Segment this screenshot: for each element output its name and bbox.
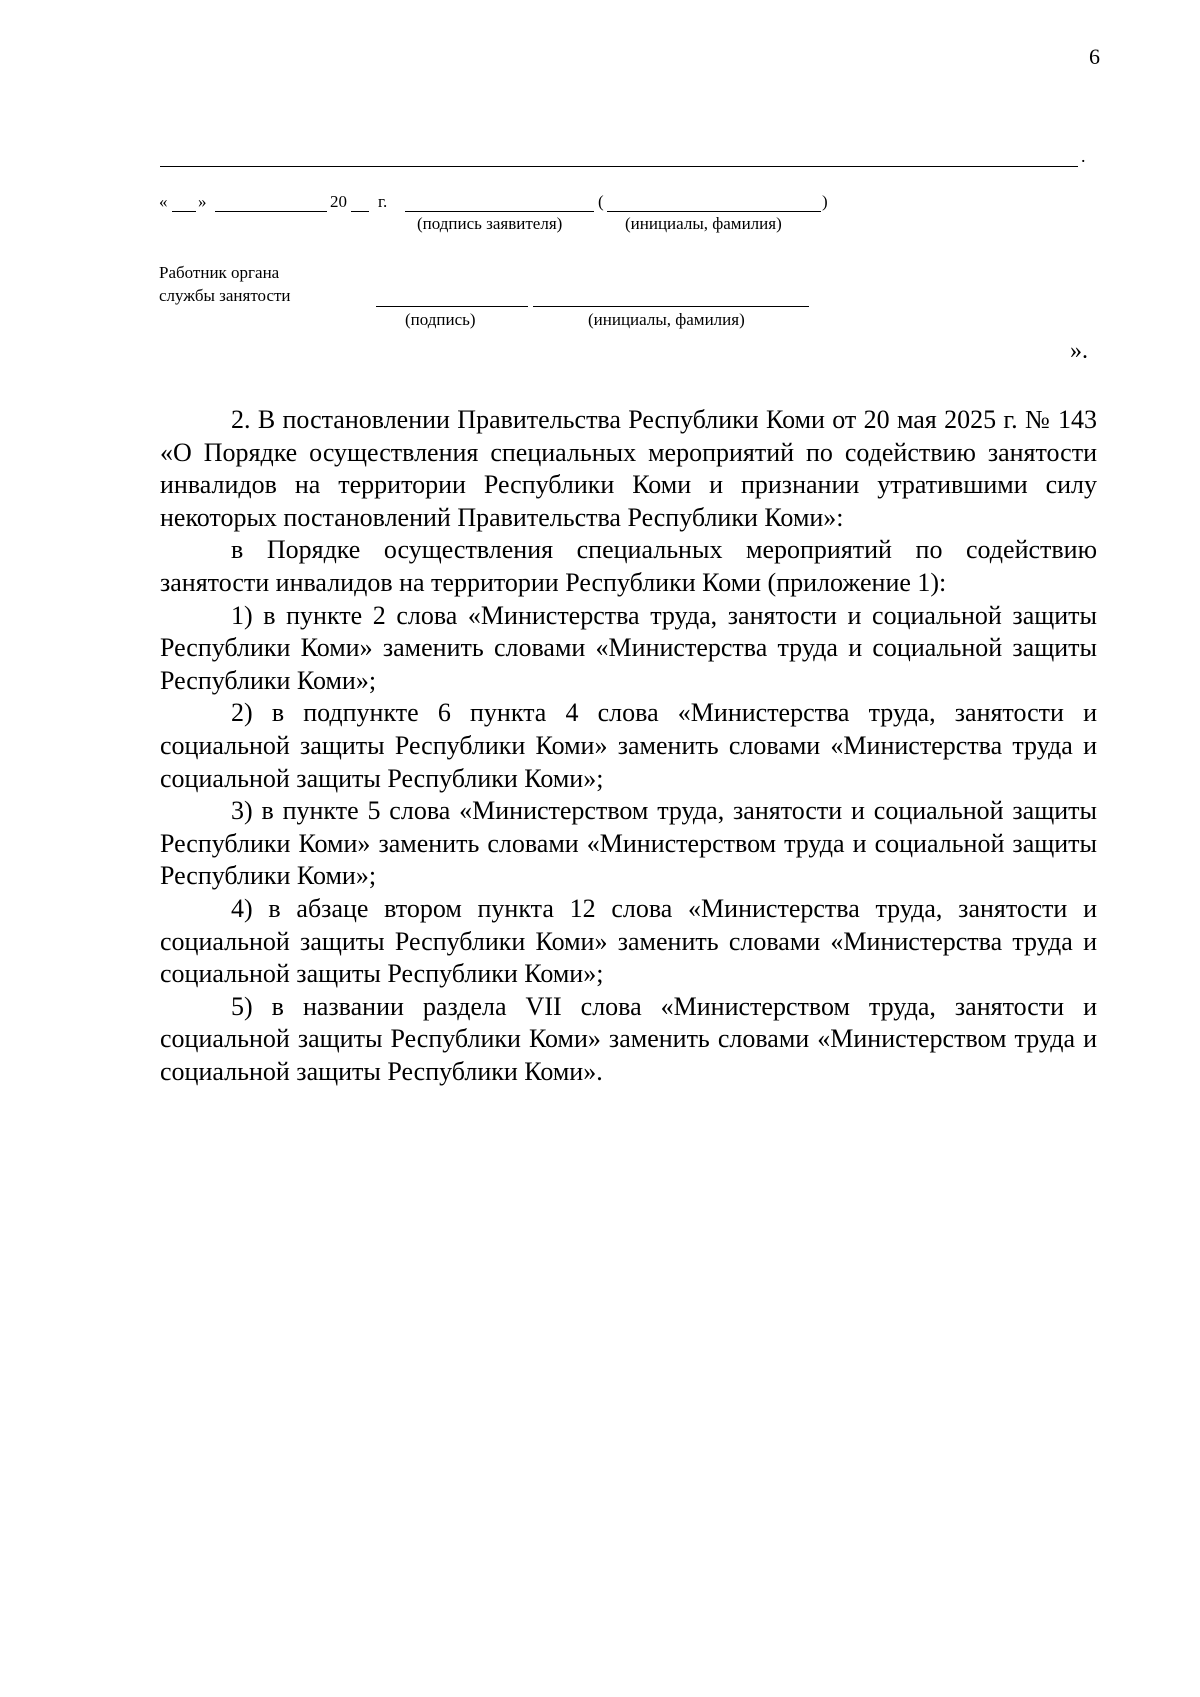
paragraph: 3) в пункте 5 слова «Министерством труда, занятости и социальной защиты Республики Коми» заменить словами «Министерством труда и социальной защиты Республики Коми»;	[160, 796, 1097, 891]
applicant-initials-blank	[607, 211, 821, 212]
date-close-quote: »	[198, 192, 207, 211]
caption-signature: (подпись)	[405, 310, 476, 329]
page-number: 6	[1089, 44, 1100, 69]
form-closing-quote: ».	[1070, 338, 1088, 364]
employee-label-line1: Работник органа	[159, 263, 280, 282]
employee-initials-blank	[533, 306, 809, 307]
caption-initials-surname: (инициалы, фамилия)	[625, 214, 782, 233]
paragraph: 2. В постановлении Правительства Республики Коми от 20 мая 2025 г. № 143 «О Порядке осуществления специальных мероприятий по содействию занятости инвалидов на территории Республики Коми и признании утратившими силу некоторых постановлений Правительства Республики Коми»:	[160, 405, 1097, 532]
paragraph: 1) в пункте 2 слова «Министерства труда, занятости и социальной защиты Республики Коми» заменить словами «Министерства труда и социальной защиты Республики Коми»;	[160, 600, 1097, 695]
paren-close: )	[822, 192, 828, 211]
applicant-signature-blank	[405, 211, 594, 212]
paragraph: 2) в подпункте 6 пункта 4 слова «Министерства труда, занятости и социальной защиты Республики Коми» заменить словами «Министерства труда и социальной защиты Республики Коми»;	[160, 698, 1097, 793]
employee-signature-blank	[376, 306, 528, 307]
year-suffix: г.	[378, 192, 388, 211]
caption-applicant-signature: (подпись заявителя)	[417, 214, 563, 233]
caption-initials-surname: (инициалы, фамилия)	[588, 310, 745, 329]
month-blank	[215, 211, 327, 212]
year-blank	[351, 211, 369, 212]
paragraph: 5) в названии раздела VII слова «Министерством труда, занятости и социальной защиты Республики Коми» заменить словами «Министерством труда и социальной защиты Республики Коми».	[160, 991, 1097, 1086]
year-prefix: 20	[330, 192, 347, 211]
fill-line-end-dot: .	[1081, 146, 1086, 166]
paren-open: (	[598, 192, 604, 211]
blank-fill-line	[160, 166, 1078, 167]
employee-label-line2: службы занятости	[159, 286, 291, 305]
paragraph: в Порядке осуществления специальных мероприятий по содействию занятости инвалидов на территории Республики Коми (приложение 1):	[160, 535, 1097, 597]
day-blank	[172, 211, 196, 212]
paragraph: 4) в абзаце втором пункта 12 слова «Министерства труда, занятости и социальной защиты Республики Коми» заменить словами «Министерства труда и социальной защиты Республики Коми»;	[160, 893, 1097, 989]
document-body	[160, 404, 1097, 1088]
date-open-quote: «	[159, 192, 168, 211]
